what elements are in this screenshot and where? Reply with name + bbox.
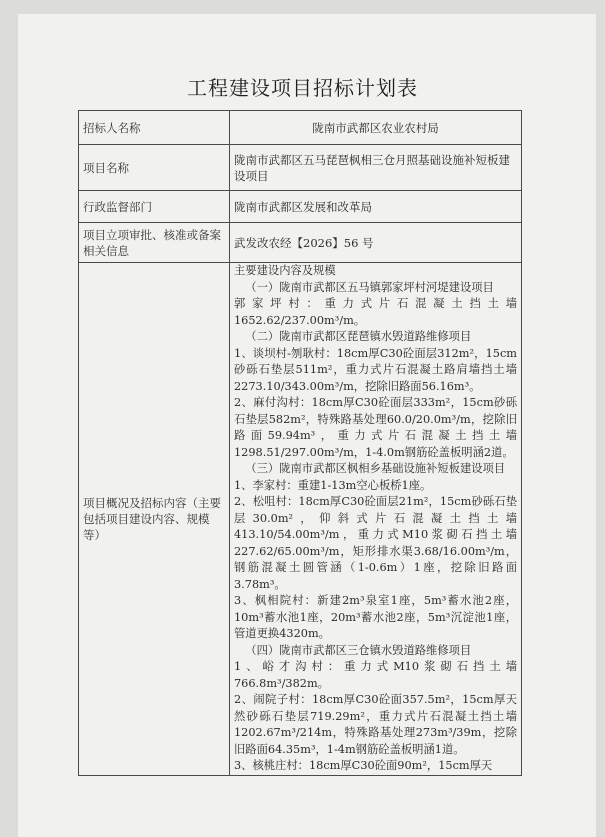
content-line: 3、枫相院村：新建2m³泉室1座，5m³蓄水池2座，10m³蓄水池1座，20m³蓄水池2座，5m³沉淀池1座，管道更换4320m。 [234,594,517,640]
tender-plan-table [78,110,522,776]
content-line: 2、松咀村：18cm厚C30砼面层21m²，15cm砂砾石垫层30.0m²，仰斜式片石混凝土挡土墙413.10/54.00m³/m，重力式M10浆砌石挡土墙227.62/65.00m³/m，矩形排水渠3.68/16.00m³/m，钢筋混凝土圆管涵（1-0.6m）1座，挖除旧路面3.78m³。 [234,495,517,591]
table-row [79,191,522,223]
content-line: 2、闹院子村：18cm厚C30砼面357.5m²，15cm厚天然砂砾石垫层719.29m²，重力式片石混凝土挡土墙1202.67m³/214m，特殊路基处理273m³/39m，挖除旧路面64.35m³，1-4m钢筋砼盖板明涵1道。 [234,693,517,756]
content-line: 1、峪才沟村：重力式M10浆砌石挡土墙766.8m³/382m。 [234,660,517,690]
overview-label: 项目概况及招标内容（主要包括项目建设内容、规模等） [79,263,230,776]
project-name-value: 陇南市武都区五马琵琶枫相三仓月照基础设施补短板建设项目 [230,145,522,191]
overview-content [230,263,522,776]
content-line: 郭家坪村：重力式片石混凝土挡土墙1652.62/237.00m³/m。 [234,297,517,327]
supervisor-value: 陇南市武都区发展和改革局 [230,191,522,223]
page-title: 工程建设项目招标计划表 [187,76,418,100]
content-line: 主要建设内容及规模 [234,264,336,277]
content-line: （一）陇南市武都区五马镇郭家坪村河堤建设项目 [245,280,494,294]
table-row [79,145,522,191]
content-line: 1、李家村：重建1-13m空心板桥1座。 [234,478,432,492]
project-name-label: 项目名称 [79,145,230,191]
content-line: 2、麻付沟村：18cm厚C30砼面层333m²，15cm砂砾石垫层582m²，特殊路基处理60.0/20.0m³/m，挖除旧路面59.94m³，重力式片石混凝土挡土墙1298.51/297.00m³/m，1-4.0m钢筋砼盖板明涵2道。 [234,396,517,459]
supervisor-label: 行政监督部门 [79,191,230,223]
approval-value: 武发改农经【2026】56 号 [230,223,522,263]
content-line: 3、核桃庄村：18cm厚C30砼面90m²，15cm厚天 [234,759,493,772]
content-line: （三）陇南市武都区枫相乡基础设施补短板建设项目 [245,462,506,475]
content-line: （二）陇南市武都区琵琶镇水毁道路维修项目 [245,330,472,343]
tenderer-label: 招标人名称 [79,111,230,145]
table-row [79,263,522,776]
tenderer-value: 陇南市武都区农业农村局 [230,111,522,145]
content-line: 1、谈坝村-刎耿村：18cm厚C30砼面层312m²，15cm砂砾石垫层511m²，重力式片石混凝土路肩墙挡土墙2273.10/343.00m³/m，挖除旧路面56.16m³。 [234,346,517,393]
table-row [79,223,522,263]
approval-label: 项目立项审批、核准或备案相关信息 [79,223,230,263]
table-row [79,111,522,145]
content-line: （四）陇南市武都区三仓镇水毁道路维修项目 [245,643,472,657]
